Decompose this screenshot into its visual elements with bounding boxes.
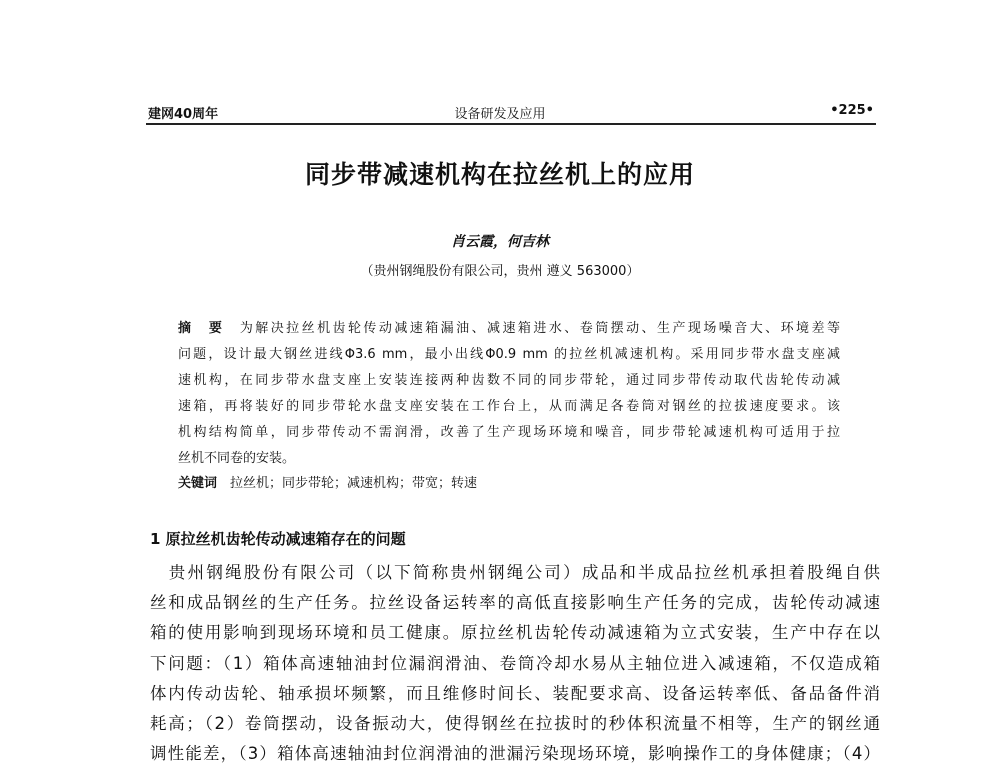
- body-line: 下问题：（1）箱体高速轴油封位漏润滑油、卷筒冷却水易从主轴位进入减速箱，不仅造成箱: [150, 654, 880, 673]
- abstract-line: 速箱，再将装好的同步带轮水盘支座安装在工作台上，从而满足各卷筒对钢丝的拉拔速度要求。该: [178, 399, 840, 414]
- body-line: 贵州钢绳股份有限公司（以下简称贵州钢绳公司）成品和半成品拉丝机承担着股绳自供: [150, 563, 880, 582]
- body-line: 耗高；（2）卷筒摆动，设备振动大，使得钢丝在拉拔时的秒体积流量不相等，生产的钢丝通: [150, 714, 880, 733]
- keywords-text: 拉丝机；同步带轮；减速机构；带宽；转速: [230, 476, 478, 491]
- abstract-line: 摘 要 为解决拉丝机齿轮传动减速箱漏油、减速箱进水、卷筒摆动、生产现场噪音大、环境差等: [178, 321, 840, 336]
- body-line: 箱的使用影响到现场环境和员工健康。原拉丝机齿轮传动减速箱为立式安装，生产中存在以: [150, 623, 880, 642]
- affiliation: （贵州钢绳股份有限公司，贵州 遵义 563000）: [360, 264, 640, 279]
- body-line: 丝和成品钢丝的生产任务。拉丝设备运转率的高低直接影响生产任务的完成，齿轮传动减速: [150, 593, 880, 612]
- abstract-line: 问题，设计最大钢丝进线Φ3.6 mm，最小出线Φ0.9 mm 的拉丝机减速机构。采用同步带水盘支座减: [178, 347, 840, 362]
- paper-title: 同步带减速机构在拉丝机上的应用: [304, 160, 695, 189]
- abstract-line: 丝机不同卷的安装。: [178, 451, 296, 466]
- section-heading: 1 原拉丝机齿轮传动减速箱存在的问题: [150, 530, 406, 548]
- body-line: 体内传动齿轮、轴承损坏频繁，而且维修时间长、装配要求高、设备运转率低、备品备件消: [150, 684, 880, 703]
- keywords: [178, 472, 840, 491]
- page-number: •225•: [830, 103, 874, 118]
- abstract-line: 速机构，在同步带水盘支座上安装连接两种齿数不同的同步带轮，通过同步带传动取代齿轮传动减: [178, 373, 840, 388]
- running-header-center: 设备研发及应用: [454, 107, 546, 122]
- header-rule: [146, 123, 876, 125]
- body-line: 调性能差，（3）箱体高速轴油封位润滑油的泄漏污染现场环境，影响操作工的身体健康；（4）: [150, 744, 880, 763]
- abstract-label: 摘 要: [178, 321, 225, 336]
- keywords-label: 关键词: [178, 476, 218, 491]
- abstract-line: 机构结构简单，同步带传动不需润滑，改善了生产现场环境和噪音，同步带轮减速机构可适用于拉: [178, 425, 840, 440]
- running-header-left: 建网40周年: [148, 107, 219, 122]
- authors: 肖云霞，何吉林: [451, 234, 549, 250]
